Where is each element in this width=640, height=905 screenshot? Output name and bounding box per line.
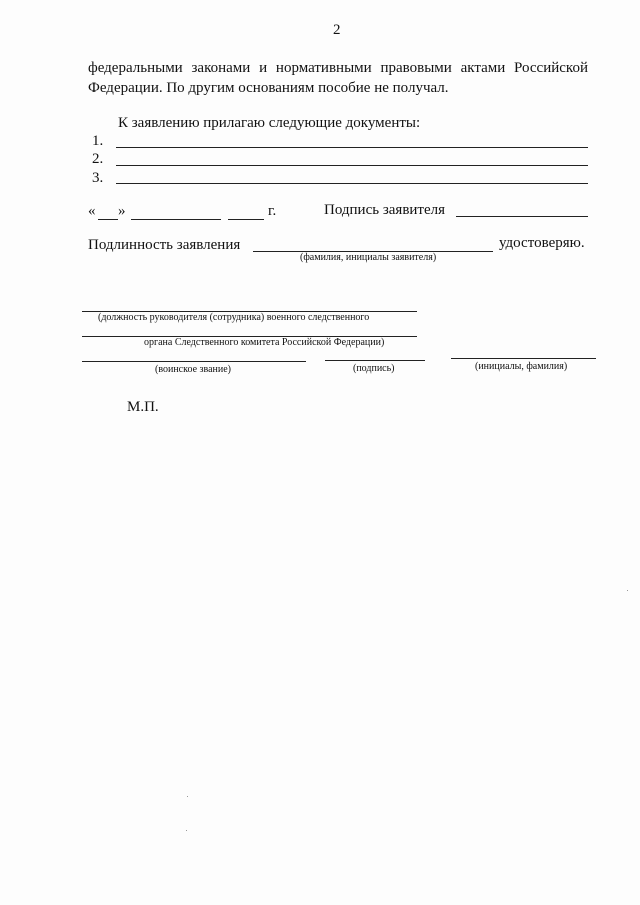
intro-word: нормативными <box>275 60 372 76</box>
attachment-line-3 <box>116 183 588 184</box>
authenticity-label: Подлинность заявления <box>88 237 241 253</box>
intro-line-1 <box>88 60 588 77</box>
date-quote-open: « <box>88 203 96 219</box>
scan-artifact <box>186 830 187 831</box>
date-month-line <box>131 219 221 220</box>
scan-artifact <box>187 796 188 797</box>
position-caption-2: органа Следственного комитета Российской Федерации) <box>144 337 385 348</box>
position-caption-1: (должность руководителя (сотрудника) военного следственного <box>98 312 370 323</box>
attachment-number-2: 2. <box>92 151 104 167</box>
signature-label: Подпись заявителя <box>324 202 446 218</box>
date-day-line <box>98 219 118 220</box>
name-line <box>451 358 596 359</box>
authenticity-caption: (фамилия, инициалы заявителя) <box>300 252 437 263</box>
date-quote-close: » <box>118 203 126 219</box>
official-signature-caption: (подпись) <box>353 363 395 374</box>
attachment-line-2 <box>116 165 588 166</box>
scan-artifact <box>627 590 628 591</box>
intro-line-2: Федерации. По другим основаниям пособие не получал. <box>88 80 449 96</box>
stamp-place: М.П. <box>127 399 159 415</box>
page-number: 2 <box>333 22 341 38</box>
intro-word: Российской <box>514 60 588 76</box>
intro-word: федеральными <box>88 60 183 76</box>
name-caption: (инициалы, фамилия) <box>475 361 568 372</box>
intro-word: законами <box>191 60 251 76</box>
rank-line <box>82 361 306 362</box>
authenticity-suffix: удостоверяю. <box>499 235 585 251</box>
intro-word: правовыми <box>380 60 452 76</box>
intro-word: актами <box>460 60 506 76</box>
signature-line <box>456 216 588 217</box>
rank-caption: (воинское звание) <box>155 364 231 375</box>
attachment-number-1: 1. <box>92 133 104 149</box>
attachments-heading: К заявлению прилагаю следующие документы: <box>118 115 421 131</box>
intro-word: и <box>259 60 268 76</box>
official-signature-line <box>325 360 425 361</box>
date-year-suffix: г. <box>268 203 277 219</box>
attachment-line-1 <box>116 147 588 148</box>
date-year-line <box>228 219 264 220</box>
attachment-number-3: 3. <box>92 170 104 186</box>
